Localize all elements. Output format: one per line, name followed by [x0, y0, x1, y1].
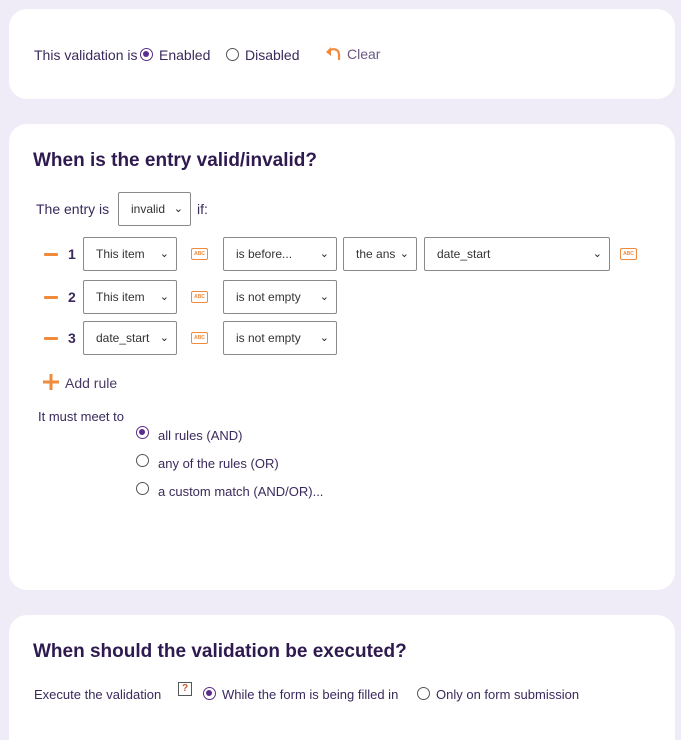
match-all-label[interactable]: all rules (AND)	[158, 428, 243, 443]
chevron-down-icon: ⌄	[173, 203, 183, 215]
rule-3-operator-value: is not empty	[236, 331, 301, 345]
undo-icon[interactable]	[325, 45, 343, 66]
match-any-radio[interactable]	[136, 454, 149, 467]
rule-1-compare-source-value: the ans	[356, 247, 396, 261]
entry-state-value: invalid	[131, 202, 166, 216]
entry-label: The entry is	[36, 201, 110, 217]
must-meet-label: It must meet to	[38, 409, 124, 424]
validation-status-label: This validation is	[34, 47, 138, 63]
rule-3-operator-select[interactable]	[223, 321, 337, 355]
rule-1-operator-select[interactable]	[223, 237, 337, 271]
rule-1-subject-value: This item	[96, 247, 145, 261]
abc-icon[interactable]: ABC	[620, 248, 637, 260]
disabled-radio[interactable]	[226, 48, 239, 61]
execute-label: Execute the validation	[34, 687, 162, 702]
remove-rule-1-button[interactable]	[44, 253, 58, 256]
abc-icon[interactable]: ABC	[191, 291, 208, 303]
on-submission-radio[interactable]	[417, 687, 430, 700]
help-icon[interactable]: ?	[178, 682, 192, 696]
match-custom-radio[interactable]	[136, 482, 149, 495]
rule-1-subject-select[interactable]	[83, 237, 177, 271]
entry-section-title: When is the entry valid/invalid?	[33, 150, 317, 171]
chevron-down-icon: ⌄	[159, 291, 169, 303]
execution-card	[9, 615, 675, 740]
match-any-label[interactable]: any of the rules (OR)	[158, 456, 279, 471]
plus-icon[interactable]	[43, 374, 59, 395]
validation-status-card	[9, 9, 675, 99]
rule-3-subject-value: date_start	[96, 331, 150, 345]
rule-1-compare-value-select[interactable]	[424, 237, 610, 271]
while-filling-label[interactable]: While the form is being filled in	[222, 687, 399, 702]
disabled-label[interactable]: Disabled	[245, 47, 300, 63]
add-rule-button[interactable]: Add rule	[65, 375, 118, 391]
enabled-radio[interactable]	[140, 48, 153, 61]
if-label: if:	[197, 201, 208, 217]
rule-number: 1	[68, 246, 76, 262]
while-filling-radio[interactable]	[203, 687, 216, 700]
abc-icon[interactable]: ABC	[191, 332, 208, 344]
on-submission-label[interactable]: Only on form submission	[436, 687, 580, 702]
rule-2-operator-value: is not empty	[236, 290, 301, 304]
rule-3-subject-select[interactable]	[83, 321, 177, 355]
remove-rule-2-button[interactable]	[44, 296, 58, 299]
chevron-down-icon: ⌄	[399, 248, 409, 260]
rule-2-subject-value: This item	[96, 290, 145, 304]
rule-number: 2	[68, 289, 76, 305]
rule-2-operator-select[interactable]	[223, 280, 337, 314]
chevron-down-icon: ⌄	[319, 248, 329, 260]
entry-rules-card	[9, 124, 675, 590]
chevron-down-icon: ⌄	[319, 332, 329, 344]
match-custom-label[interactable]: a custom match (AND/OR)...	[158, 484, 324, 499]
rule-1-compare-source-select[interactable]	[343, 237, 417, 271]
remove-rule-3-button[interactable]	[44, 337, 58, 340]
rule-2-subject-select[interactable]	[83, 280, 177, 314]
clear-button[interactable]: Clear	[347, 46, 381, 62]
entry-state-select[interactable]	[118, 192, 191, 226]
rule-number: 3	[68, 330, 76, 346]
abc-icon[interactable]: ABC	[191, 248, 208, 260]
chevron-down-icon: ⌄	[159, 248, 169, 260]
rule-1-operator-value: is before...	[236, 247, 293, 261]
chevron-down-icon: ⌄	[159, 332, 169, 344]
chevron-down-icon: ⌄	[592, 248, 602, 260]
rule-1-compare-value: date_start	[437, 247, 491, 261]
enabled-label[interactable]: Enabled	[159, 47, 211, 63]
match-all-radio[interactable]	[136, 426, 149, 439]
execution-section-title: When should the validation be executed?	[33, 641, 407, 662]
chevron-down-icon: ⌄	[319, 291, 329, 303]
